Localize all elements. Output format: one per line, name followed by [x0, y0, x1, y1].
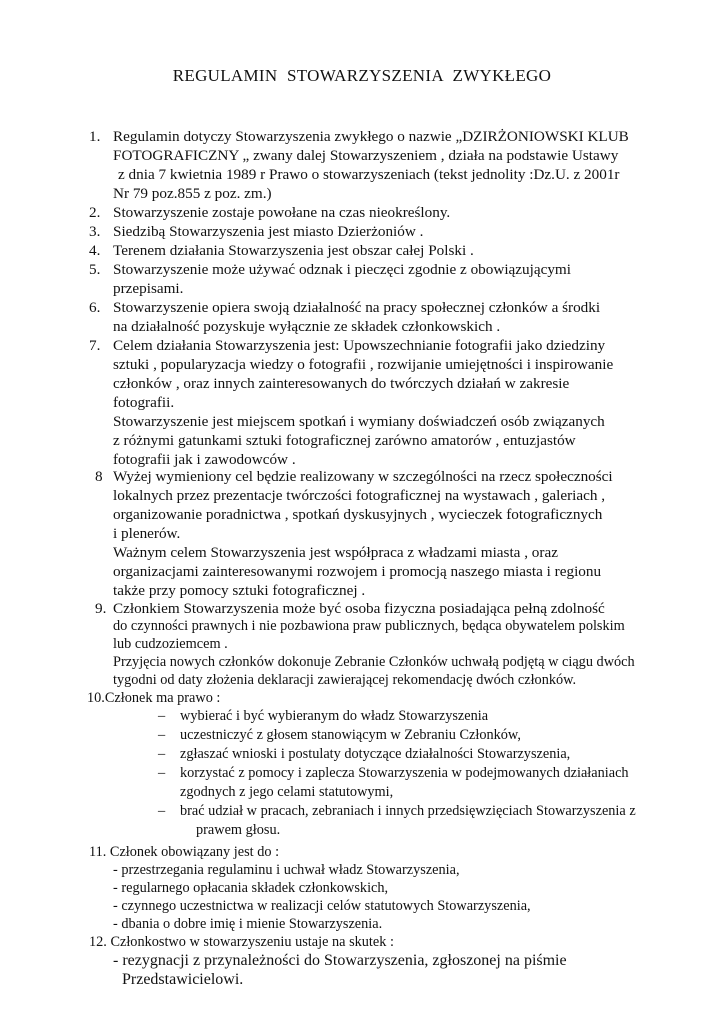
text-line: tygodni od daty złożenia deklaracji zawierającej rekomendację dwóch członków. [113, 672, 577, 688]
text-line: Przedstawicielowi. [122, 971, 244, 988]
text-line: Stowarzyszenie jest miejscem spotkań i wymiany doświadczeń osób związanych [113, 413, 605, 430]
text-line: - regularnego opłacania składek członkowskich, [113, 880, 389, 896]
text-line: 12. Członkostwo w stowarzyszeniu ustaje na skutek : [89, 934, 394, 950]
bullet-dash: – [158, 727, 166, 743]
text-line: - czynnego uczestnictwa w realizacji celów statutowych Stowarzyszenia, [113, 898, 531, 914]
text-line: Siedzibą Stowarzyszenia jest miasto Dzierżoniów . [113, 223, 424, 240]
text-line: sztuki , popularyzacja wiedzy o fotografii , rozwijanie umiejętności i inspirowanie [113, 356, 614, 373]
text-line: Stowarzyszenie zostaje powołane na czas nieokreślony. [113, 204, 451, 221]
text-line: Wyżej wymieniony cel będzie realizowany w szczególności na rzecz społeczności [113, 468, 613, 485]
item-number: 8 [95, 468, 103, 485]
text-line: Terenem działania Stowarzyszenia jest obszar całej Polski . [113, 242, 474, 259]
text-line: wybierać i być wybieranym do władz Stowarzyszenia [180, 708, 489, 724]
text-line: uczestniczyć z głosem stanowiącym w Zebraniu Członków, [180, 727, 521, 743]
text-line: Nr 79 poz.855 z poz. zm.) [113, 185, 272, 202]
text-line: Ważnym celem Stowarzyszenia jest współpraca z władzami miasta , oraz [113, 544, 558, 561]
item-number: 4. [89, 242, 101, 259]
text-line: organizowanie poradnictwa , spotkań dyskusyjnych , wycieczek fotograficznych [113, 506, 603, 523]
text-line: brać udział w pracach, zebraniach i innych przedsięwzięciach Stowarzyszenia z [180, 803, 636, 819]
text-line: Przyjęcia nowych członków dokonuje Zebranie Członków uchwałą podjętą w ciągu dwóch [113, 654, 635, 670]
text-line: przepisami. [113, 280, 184, 297]
text-line: - dbania o dobre imię i mienie Stowarzyszenia. [113, 916, 383, 932]
text-line: fotografii. [113, 394, 175, 411]
text-line: lokalnych przez prezentacje twórczości fotograficznej na wystawach , galeriach , [113, 487, 606, 504]
bullet-dash: – [158, 803, 166, 819]
text-line: 11. Członek obowiązany jest do : [89, 844, 280, 860]
text-line: z różnymi gatunkami sztuki fotograficznej zarówno amatorów , entuzjastów [113, 432, 576, 449]
text-line: z dnia 7 kwietnia 1989 r Prawo o stowarzyszeniach (tekst jednolity :Dz.U. z 2001r [118, 166, 620, 183]
text-line: i plenerów. [113, 525, 181, 542]
text-line: Członkiem Stowarzyszenia może być osoba fizyczna posiadająca pełną zdolność [113, 600, 605, 617]
text-line: FOTOGRAFICZNY „ zwany dalej Stowarzyszeniem , działa na podstawie Ustawy [113, 147, 619, 164]
bullet-dash: – [158, 765, 166, 781]
text-line: korzystać z pomocy i zaplecza Stowarzyszenia w podejmowanych działaniach [180, 765, 629, 781]
text-line: - rezygnacji z przynależności do Stowarzyszenia, zgłoszonej na piśmie [113, 952, 567, 969]
text-line: do czynności prawnych i nie pozbawiona praw publicznych, będąca obywatelem polskim [113, 618, 625, 634]
bullet-dash: – [158, 746, 166, 762]
item-number: 6. [89, 299, 101, 316]
text-line: organizacjami zainteresowanymi rozwojem i promocją naszego miasta i regionu [113, 563, 602, 580]
item-number: 9. [95, 600, 107, 617]
item-number: 5. [89, 261, 101, 278]
text-line: Regulamin dotyczy Stowarzyszenia zwykłego o nazwie „DZIRŻONIOWSKI KLUB [113, 128, 629, 145]
item-number: 7. [89, 337, 101, 354]
text-line: na działalność pozyskuje wyłącznie ze składek członkowskich . [113, 318, 501, 335]
item-number: 2. [89, 204, 101, 221]
text-line: prawem głosu. [196, 822, 281, 838]
item-number: 1. [89, 128, 101, 145]
text-line: Stowarzyszenie może używać odznak i pieczęci zgodnie z obowiązującymi [113, 261, 571, 278]
item-number: 3. [89, 223, 101, 240]
text-line: 10.Członek ma prawo : [87, 690, 221, 706]
text-line: lub cudzoziemcem . [113, 636, 228, 652]
text-line: Celem działania Stowarzyszenia jest: Upowszechnianie fotografii jako dziedziny [113, 337, 606, 354]
text-line: także przy pomocy sztuki fotograficznej . [113, 582, 366, 599]
text-line: członków , oraz innych zainteresowanych do twórczych działań w zakresie [113, 375, 570, 392]
text-line: Stowarzyszenie opiera swoją działalność na pracy społecznej członków a środki [113, 299, 601, 316]
bullet-dash: – [158, 708, 166, 724]
document-title: REGULAMIN STOWARZYSZENIA ZWYKŁEGO [172, 66, 552, 85]
text-line: zgodnych z jego celami statutowymi, [180, 784, 394, 800]
text-line: - przestrzegania regulaminu i uchwał władz Stowarzyszenia, [113, 862, 460, 878]
text-line: zgłaszać wnioski i postulaty dotyczące działalności Stowarzyszenia, [180, 746, 571, 762]
text-line: fotografii jak i zawodowców . [113, 451, 296, 468]
